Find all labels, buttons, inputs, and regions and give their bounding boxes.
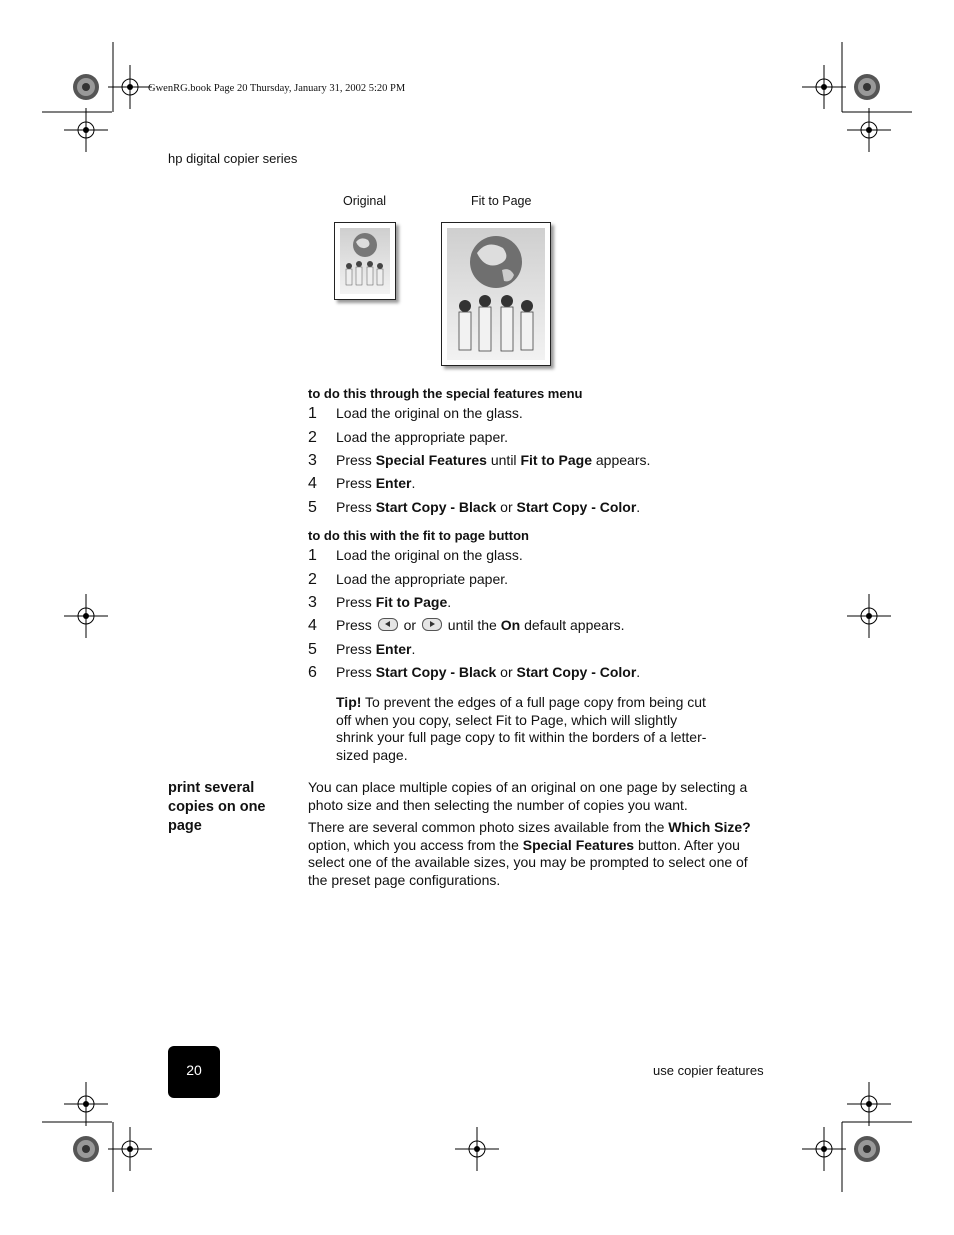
book-info-line: GwenRG.book Page 20 Thursday, January 31, 2002 5:20 PM: [148, 83, 406, 94]
list-item: 2 Load the appropriate paper.: [308, 429, 509, 446]
right-arrow-button-icon: [422, 618, 442, 631]
list-item: 1 Load the original on the glass.: [308, 547, 523, 564]
page-number: 20: [168, 1046, 220, 1098]
globe-kids-image-large: [447, 228, 545, 360]
list-item: 6 Press Start Copy - Black or Start Copy - Color.: [308, 664, 641, 681]
list-item: 5 Press Start Copy - Black or Start Copy - Color.: [308, 499, 641, 516]
original-photo-thumbnail: [334, 222, 396, 300]
list-item: 3 Press Special Features until Fit to Page appears.: [308, 452, 651, 469]
running-header: hp digital copier series: [168, 151, 298, 166]
list-item: 3 Press Fit to Page.: [308, 594, 452, 611]
paragraph-multiple-copies: You can place multiple copies of an original on one page by selecting a photo size and then selecting the number of copies you want.: [308, 779, 748, 813]
figure-label-fit: Fit to Page: [471, 194, 532, 208]
list-item: 2 Load the appropriate paper.: [308, 571, 509, 588]
list-item: 1 Load the original on the glass.: [308, 405, 523, 422]
section-title-special-features: to do this through the special features menu: [308, 386, 583, 401]
running-footer: use copier features: [653, 1063, 764, 1078]
left-arrow-button-icon: [378, 618, 398, 631]
figure-label-original: Original: [343, 194, 387, 208]
tip-label: Tip!: [336, 694, 362, 710]
list-item: 5 Press Enter.: [308, 641, 416, 658]
section-title-fit-button: to do this with the fit to page button: [308, 528, 529, 543]
globe-kids-image: [340, 228, 390, 294]
paragraph-photo-sizes: There are several common photo sizes available from the Which Size? option, which you access from the Special Features button. After you select one of the available sizes, you may be prompted to select one of the preset page configurations.: [308, 819, 751, 888]
section-heading-print-several: print several copies on one page: [168, 780, 266, 834]
fit-to-page-photo: [441, 222, 551, 366]
tip-note: [336, 694, 716, 764]
list-item: 4 Press or until the On default appears.: [308, 617, 625, 634]
tip-text: To prevent the edges of a full page copy from being cut off when you copy, select Fit to Page, which will slightly shrink your full page copy to fit within the borders of a letter-sized page.: [336, 694, 707, 763]
list-item: 4 Press Enter.: [308, 475, 416, 492]
